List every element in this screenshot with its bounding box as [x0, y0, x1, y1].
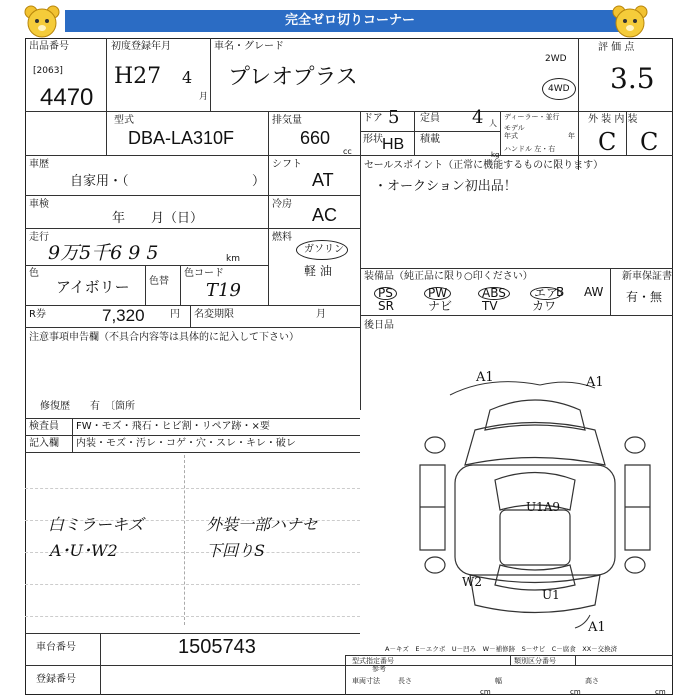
- history-close: ）: [252, 174, 266, 189]
- color-value: アイボリー: [56, 278, 130, 296]
- recycle-label: R券: [29, 309, 46, 320]
- length-unit: cm: [480, 688, 491, 696]
- color-label: 色: [29, 268, 39, 279]
- capacity-unit: 人: [489, 119, 497, 128]
- equipment-item: B: [556, 285, 565, 299]
- registration-label: 登録番号: [36, 674, 76, 685]
- equipment-item: TV: [482, 299, 498, 313]
- equipment-item: PS: [374, 287, 397, 300]
- inspector-row-2: 内装・モズ・汚レ・コゲ・穴・スレ・キレ・破レ: [76, 438, 296, 449]
- damage-mark-a1-front-left: A1: [476, 370, 494, 385]
- registration-month: 4: [182, 68, 193, 87]
- equipment-item: ABS: [478, 287, 510, 300]
- inspection-value: 年 月（日）: [112, 211, 204, 226]
- evaluation-label: 評 価 点: [598, 42, 635, 53]
- handle-label: ハンドル 左・右: [504, 145, 556, 153]
- displacement-unit: cc: [343, 147, 352, 156]
- lot-label: 出品番号: [29, 41, 69, 52]
- damage-legend: A－キズ E－エクボ U－凹み W－補修跡 S－サビ C－腐食 XX－交換済: [385, 645, 618, 653]
- car-name-label: 車名・グレード: [214, 41, 284, 52]
- fuel-gasoline: ガソリン: [304, 244, 344, 255]
- note-right-1: 外装一部ハナセ: [206, 515, 318, 534]
- capacity-value: 4: [472, 107, 484, 128]
- dealer-label: ディーラー・並行: [504, 113, 560, 121]
- sales-point: ・オークション初出品！: [374, 179, 517, 194]
- page-title: 完全ゼロ切りコーナー: [65, 10, 635, 32]
- equipment-item: PW: [424, 287, 451, 300]
- history-value: 自家用・（: [70, 174, 129, 189]
- damage-mark-a1-front-right: A1: [586, 375, 604, 390]
- model-designation-ref: 参考: [372, 665, 386, 673]
- fuel-light-oil: 軽 油: [304, 264, 332, 278]
- load-label: 積載: [420, 134, 440, 145]
- sales-label: セールスポイント（正常に機能するものに限ります）: [364, 160, 604, 171]
- model-type-label: 型式: [114, 115, 134, 126]
- mileage-value: 9万5千6 9 5: [48, 242, 159, 264]
- doors-value: 5: [388, 107, 400, 128]
- inspector-label-1: 検査員: [29, 421, 59, 432]
- tax-label: 名変期限: [194, 309, 234, 320]
- equipment-item: ナビ: [428, 299, 453, 313]
- notes-label: 注意事項申告欄（不具合内容等は具体的に記入して下さい）: [29, 332, 299, 343]
- history-label: 車歴: [29, 159, 49, 170]
- shape-label: 形状: [363, 134, 383, 145]
- model-year-label: 年式: [504, 132, 518, 140]
- ac-value: AC: [312, 205, 338, 225]
- color-code-label: 色コード: [184, 268, 224, 279]
- equipment-label: 装備品（純正品に限り○印ください）: [364, 271, 533, 282]
- chassis-value: 1505743: [178, 636, 256, 658]
- shift-label: シフト: [272, 159, 302, 170]
- inspector-label-2: 記入欄: [29, 438, 59, 449]
- year-suffix: 年: [568, 132, 575, 140]
- doors-label: ドア: [363, 113, 383, 124]
- length-label: 長さ: [398, 677, 412, 685]
- drive-2wd: 2WD: [545, 54, 567, 64]
- damage-mark-u1a9: U1A9: [526, 500, 561, 514]
- damage-mark-w2: W2: [462, 575, 482, 589]
- color-code-value: T19: [206, 280, 241, 301]
- bear-mascot-icon: [22, 4, 62, 40]
- recycle-value: 7,320: [102, 306, 145, 325]
- equipment-item: エア: [530, 287, 562, 300]
- inspection-label: 車検: [29, 199, 49, 210]
- tax-month: 月: [316, 309, 326, 320]
- exterior-grade: C: [598, 128, 617, 156]
- equipment-item: カワ: [532, 299, 557, 313]
- repair-history: 修復歴 有 〔箇所: [40, 401, 135, 412]
- height-label: 高さ: [585, 677, 599, 685]
- note-left-1: 白ミラーキズ: [48, 515, 144, 534]
- interior-grade: C: [640, 128, 659, 156]
- shape-value: HB: [382, 136, 405, 153]
- capacity-label: 定員: [420, 113, 440, 124]
- warranty-label: 新車保証書: [622, 271, 672, 282]
- chassis-label: 車台番号: [36, 642, 76, 653]
- model-label: モデル: [504, 124, 525, 132]
- damage-mark-a1-rear: A1: [588, 620, 606, 635]
- color-change-label: 色替: [149, 276, 169, 287]
- mileage-unit: km: [226, 254, 240, 264]
- equipment-item: SR: [378, 299, 394, 313]
- inspector-row-1: FW・モズ・飛石・ヒビ割・リペア跡・×要: [76, 421, 270, 432]
- seat-label: 後日品: [364, 320, 394, 331]
- load-unit: kg: [491, 151, 500, 159]
- equipment-item: AW: [584, 285, 604, 299]
- shift-value: AT: [312, 170, 334, 190]
- width-unit: cm: [570, 688, 581, 696]
- first-registration-label: 初度登録年月: [111, 41, 171, 52]
- displacement-value: 660: [300, 128, 331, 148]
- lot-sub: [2063]: [33, 66, 63, 76]
- width-label: 幅: [495, 677, 502, 685]
- recycle-unit: 円: [170, 309, 180, 320]
- car-name: プレオプラス: [228, 65, 358, 90]
- damage-mark-u1: U1: [542, 588, 560, 602]
- ac-label: 冷房: [272, 199, 292, 210]
- month-unit: 月: [199, 92, 209, 102]
- mileage-label: 走行: [29, 232, 49, 243]
- note-left-2: A･U･W2: [50, 541, 118, 560]
- size-label: 車両寸法: [352, 677, 380, 685]
- category-label: 類別区分番号: [514, 657, 556, 665]
- model-designation-label: 型式指定番号: [352, 657, 394, 665]
- drive-4wd: 4WD: [548, 84, 570, 94]
- height-unit: cm: [655, 688, 666, 696]
- ext-int-label: 外 装 内 装: [588, 114, 638, 125]
- lot-number: 4470: [40, 84, 94, 111]
- registration-era-year: H27: [114, 64, 162, 89]
- fuel-label: 燃料: [272, 232, 292, 243]
- evaluation-score: 3.5: [610, 62, 655, 95]
- bear-mascot-icon: [610, 4, 650, 40]
- displacement-label: 排気量: [272, 115, 302, 126]
- warranty-value: 有・無: [626, 290, 663, 304]
- note-right-2: 下回りS: [206, 541, 265, 560]
- model-type-value: DBA-LA310F: [128, 128, 235, 148]
